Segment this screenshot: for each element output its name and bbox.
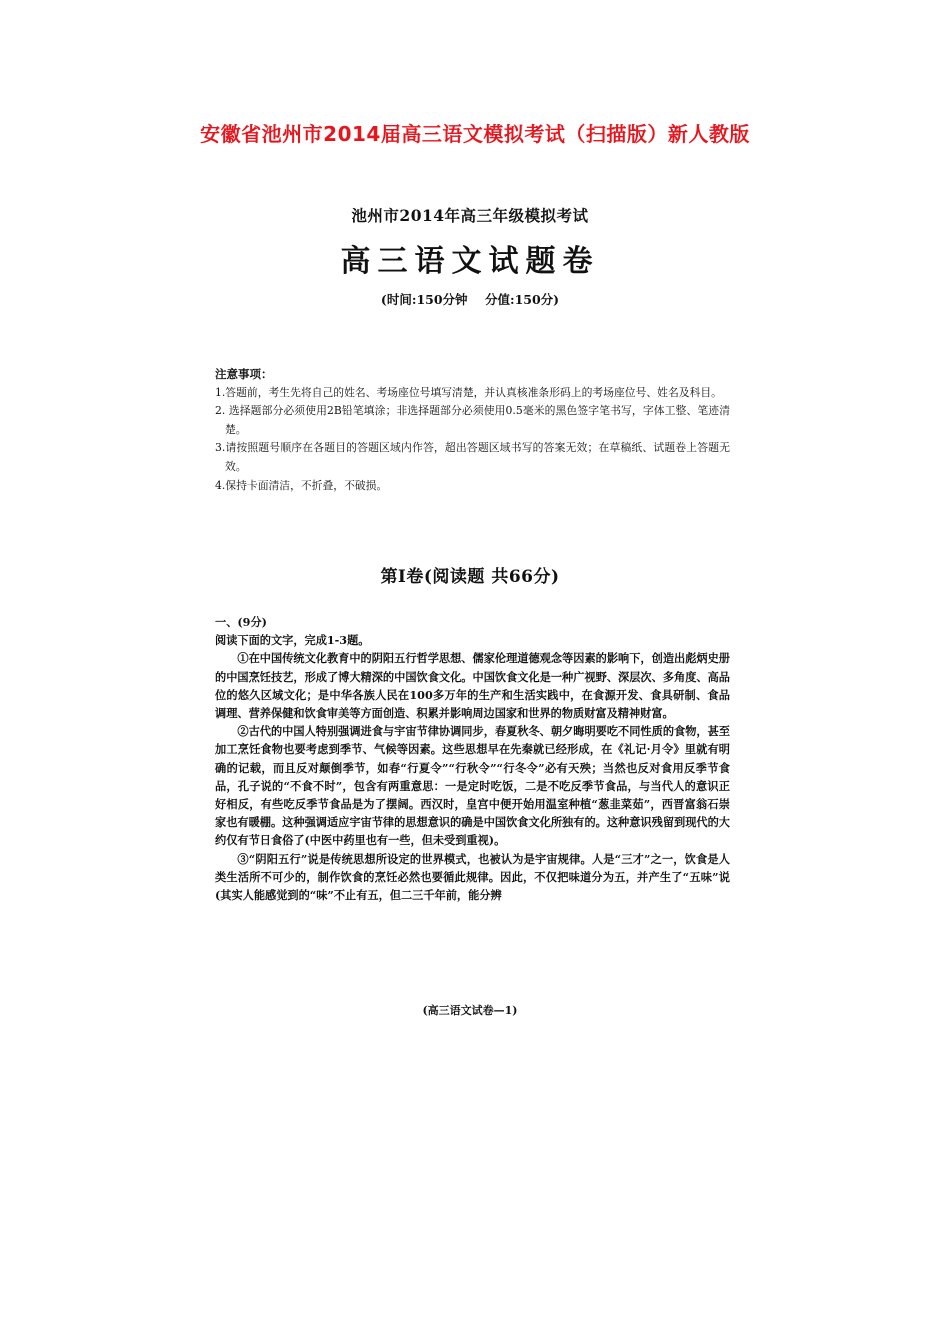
reading-paragraph: ③“阴阳五行”说是传统思想所设定的世界模式，也被认为是宇宙规律。人是“三才”之一，饮食是人类生活所不可少的，制作饮食的烹饪必然也要循此规律。因此，不仅把味道分为五，并产生了“五味”说(其实人能感觉到的“味”不止有五，但二三千年前，能分辨 [215, 851, 730, 903]
reading-paragraph: ①在中国传统文化教育中的阴阳五行哲学思想、儒家伦理道德观念等因素的影响下，创造出彪炳史册的中国烹饪技艺，形成了博大精深的中国饮食文化。中国饮食文化是一种广视野、深层次、多角度、高品位的悠久区域文化；是中华各族人民在100多万年的生产和生活实践中，在食源开发、食具研制、食品调理、营养保健和饮食审美等方面创造、积累并影响周边国家和世界的物质财富及精神财富。 [215, 651, 730, 721]
section-title: 第I卷(阅读题 共66分) [380, 567, 560, 587]
reading-instruction: 阅读下面的文字，完成1-3题。 [215, 633, 370, 648]
document-title: 安徽省池州市2014届高三语文模拟考试（扫描版）新人教版 [200, 122, 750, 146]
exam-subtitle: 池州市2014年高三年级模拟考试 [351, 206, 589, 225]
note-item: 4.保持卡面清洁，不折叠，不破损。 [215, 478, 388, 492]
notes-heading: 注意事项： [215, 367, 273, 381]
note-item: 3.请按照题号顺序在各题目的答题区域内作答，超出答题区域书写的答案无效；在草稿纸、试题卷上答题无效。 [215, 441, 730, 473]
page-footer: (高三语文试卷—1) [422, 1004, 518, 1017]
reading-section [215, 613, 730, 904]
reading-paragraph: ②古代的中国人特别强调进食与宇宙节律协调同步，春夏秋冬、朝夕晦明要吃不同性质的食物，甚至加工烹饪食物也要考虑到季节、气候等因素。这些思想早在先秦就已经形成，在《礼记·月令》里就有明确的记载，而且反对颠倒季节，如春“行夏令”“行秋令”“行冬令”必有天殃；当然也反对食用反季节食品，孔子说的“不食不时”，包含有两重意思：一是定时吃饭，二是不吃反季节食品，与当代人的意识正好相反，有些吃反季节食品是为了摆阔。西汉时，皇宫中便开始用温室种植“葱韭菜茹”，西晋富翁石崇家也有暖棚。这种强调适应宇宙节律的思想意识的确是中国饮食文化所独有的。这种意识残留到现代的大约仅有节日食俗了(中医中药里也有一些，但未受到重视)。 [215, 724, 730, 848]
part-heading: 一、(9分) [215, 615, 267, 629]
note-item: 2. 选择题部分必须使用2B铅笔填涂；非选择题部分必须使用0.5毫米的黑色签字笔书写，字体工整、笔迹清楚。 [215, 404, 730, 436]
note-item: 1.答题前，考生先将自己的姓名、考场座位号填写清楚，并认真核准条形码上的考场座位号、姓名及科目。 [215, 385, 722, 399]
notes-section [215, 365, 730, 495]
exam-time-score: (时间:150分钟 分值:150分) [380, 292, 560, 307]
exam-title: 高三语文试题卷 [340, 244, 600, 279]
scanned-exam-page [185, 190, 755, 1020]
